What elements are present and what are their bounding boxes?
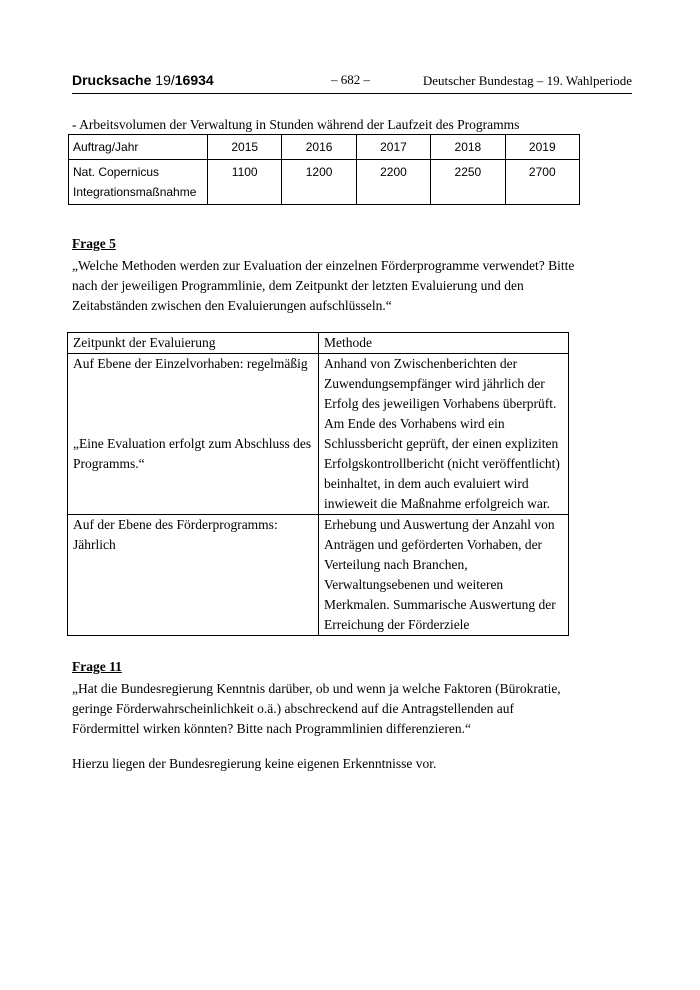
frage5-line: „Welche Methoden werden zur Evaluation der einzelnen Förderprogramme verwendet? Bitte [72,258,575,273]
frage5-line: Zeitabständen zwischen den Evaluierungen aufschlüsseln.“ [72,298,392,313]
cell-line: Verteilung nach Branchen, [324,557,468,572]
table-cell: 2250 [431,160,505,205]
evaluation-table [67,332,569,636]
cell-line: Erfolgskontrollbericht (nicht veröffentlicht) [324,456,560,471]
cell-line: beinhaltet, in dem auch evaluiert wird [324,476,529,491]
page-number: – 682 – [331,72,370,87]
table-cell [319,354,569,515]
frage11-line: Fördermittel wirken könnten? Bitte nach Programmlinien differenzieren.“ [72,721,471,736]
header-publisher: Deutscher Bundestag – 19. Wahlperiode [422,73,632,88]
frage5-line: nach der jeweiligen Programmlinie, dem Zeitpunkt der letzten Evaluierung und den [72,278,524,293]
cell-spacer [73,374,313,434]
table-cell: 2700 [505,160,579,205]
table-header-cell: 2018 [431,135,505,160]
table-header-cell: 2015 [208,135,282,160]
table-header-cell: Methode [319,333,569,354]
cell-line: Zuwendungsempfänger wird jährlich der [324,376,545,391]
cell-line: Erfolg des jeweiligen Vorhabens überprüft. [324,396,557,411]
frage11-text [72,679,592,739]
table-header-cell: 2016 [282,135,356,160]
volume-table [68,134,580,205]
table-cell: 1100 [208,160,282,205]
table-row [68,354,569,515]
cell-line: Schlussbericht geprüft, der einen expliziten [324,436,559,451]
table-header-row [68,333,569,354]
table-cell: 2200 [356,160,430,205]
frage11-line: „Hat die Bundesregierung Kenntnis darüber, ob und wenn ja welche Faktoren (Bürokratie, [72,681,561,696]
cell-line: Anhand von Zwischenberichten der [324,356,518,371]
cell-line: Erreichung der Förderziele [324,617,470,632]
table-row [69,160,580,205]
table-header-cell: Zeitpunkt der Evaluierung [68,333,319,354]
frage11-title: Frage 11 [72,659,122,674]
frage5-text [72,256,592,316]
table-header-cell: 2019 [505,135,579,160]
cell-line: Anträgen und geförderten Vorhaben, der [324,537,543,552]
cell-line: Merkmalen. Summarische Auswertung der [324,597,556,612]
cell-line: Verwaltungsebenen und weiteren [324,577,504,592]
table-cell [68,354,319,515]
table-row [68,515,569,636]
table-cell [68,515,319,636]
page-header [72,72,632,92]
frage11-line: geringe Förderwahrscheinlichkeit o.ä.) abschreckend auf die Antragstellenden auf [72,701,514,716]
table-header-cell: Auftrag/Jahr [69,135,208,160]
cell-line: Auf der Ebene des Förderprogramms: [73,517,278,532]
document-number: Drucksache 19/16934 [72,72,214,88]
table-header-row [69,135,580,160]
cell-line: Programms.“ [73,456,145,471]
table-cell: 1200 [282,160,356,205]
row-label-cell [69,160,208,205]
cell-line: „Eine Evaluation erfolgt zum Abschluss des [73,436,312,451]
table-cell [319,515,569,636]
intro-line: - Arbeitsvolumen der Verwaltung in Stunden während der Laufzeit des Programms [72,117,520,132]
cell-line: Jährlich [73,537,116,552]
row-label-line: Nat. Copernicus [73,165,160,179]
frage5-title: Frage 5 [72,236,116,251]
cell-line: Erhebung und Auswertung der Anzahl von [324,517,555,532]
header-rule [72,93,632,94]
cell-line: Am Ende des Vorhabens wird ein [324,416,505,431]
frage11-answer: Hierzu liegen der Bundesregierung keine eigenen Erkenntnisse vor. [72,756,437,771]
row-label-line: Integrationsmaßnahme [73,185,197,199]
table-header-cell: 2017 [356,135,430,160]
cell-line: Auf Ebene der Einzelvorhaben: regelmäßig [73,356,308,371]
cell-line: inwieweit die Maßnahme erfolgreich war. [324,496,551,511]
